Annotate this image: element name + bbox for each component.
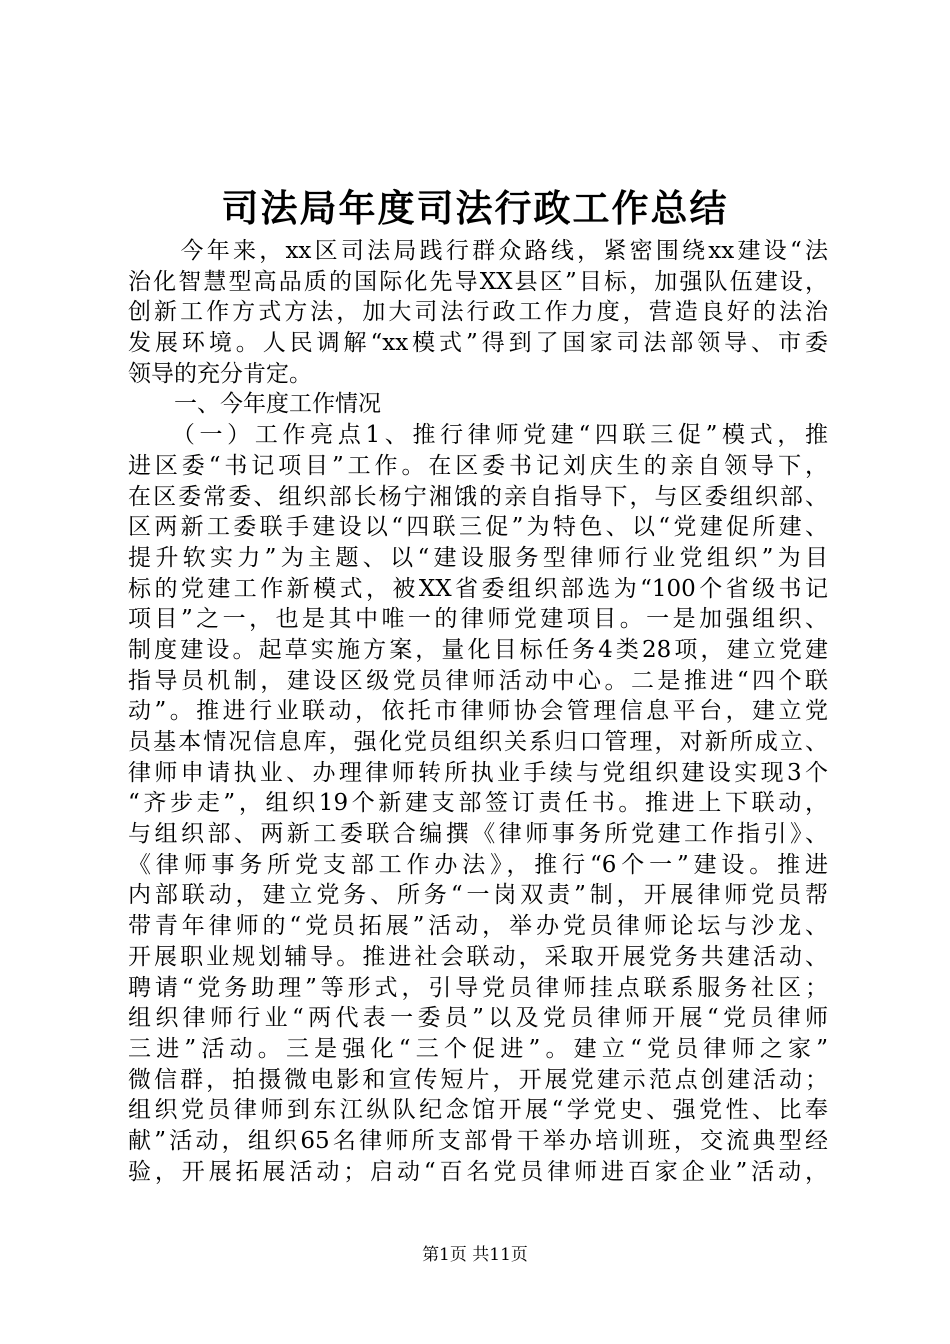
body-text-line: 标的党建工作新模式，被XX省委组织部选为“100个省级书记: [128, 575, 828, 602]
body-text-line: 微信群，拍摄微电影和宣传短片，开展党建示范点创建活动；: [128, 1066, 828, 1093]
body-text-line: 组织律师行业“两代表一委员”以及党员律师开展“党员律师: [128, 1005, 828, 1032]
body-text-line: 指导员机制，建设区级党员律师活动中心。二是推进“四个联: [128, 667, 828, 694]
body-text-line: 内部联动，建立党务、所务“一岗双责”制，开展律师党员帮: [128, 882, 828, 909]
body-text-line: 区两新工委联手建设以“四联三促”为特色、以“党建促所建、: [128, 514, 828, 541]
body-text-line: 与组织部、两新工委联合编撰《律师事务所党建工作指引》、: [128, 821, 828, 848]
body-text-line: 一、今年度工作情况: [128, 391, 381, 418]
body-text-line: 动”。推进行业联动，依托市律师协会管理信息平台，建立党: [128, 698, 828, 725]
body-text-line: 聘请“党务助理”等形式，引导党员律师挂点联系服务社区；: [128, 974, 828, 1001]
body-text-line: 创新工作方式方法，加大司法行政工作力度，营造良好的法治: [128, 299, 828, 326]
body-text-line: “齐步走”，组织19个新建支部签订责任书。推进上下联动，: [128, 790, 828, 817]
document-body: [128, 236, 828, 1187]
body-text-line: 在区委常委、组织部长杨宁湘饿的亲自指导下，与区委组织部、: [128, 483, 828, 510]
body-text-line: 今年来，xx区司法局践行群众路线，紧密围绕xx建设“法: [128, 238, 828, 264]
body-text-line: 治化智慧型高品质的国际化先导XX县区”目标，加强队伍建设，: [128, 268, 828, 295]
body-text-line: 三进”活动。三是强化“三个促进”。建立“党员律师之家”: [128, 1035, 828, 1062]
body-text-line: 《律师事务所党支部工作办法》，推行“6个一”建设。推进: [128, 851, 828, 878]
document-title: 司法局年度司法行政工作总结: [221, 186, 729, 230]
body-text-line: 验，开展拓展活动；启动“百名党员律师进百家企业”活动，: [128, 1158, 828, 1185]
page-footer: 第1页 共11页: [422, 1245, 528, 1265]
body-text-line: 项目”之一，也是其中唯一的律师党建项目。一是加强组织、: [128, 606, 828, 633]
body-text-line: 带青年律师的“党员拓展”活动，举办党员律师论坛与沙龙、: [128, 913, 828, 940]
body-text-line: 提升软实力”为主题、以“建设服务型律师行业党组织”为目: [128, 544, 828, 571]
body-text-line: 律师申请执业、办理律师转所执业手续与党组织建设实现3个: [128, 759, 828, 786]
body-text-line: 领导的充分肯定。: [128, 360, 312, 387]
body-text-line: 组织党员律师到东江纵队纪念馆开展“学党史、强党性、比奉: [128, 1097, 828, 1124]
body-text-line: （一）工作亮点1、推行律师党建“四联三促”模式，推: [128, 422, 828, 449]
body-text-line: 献”活动，组织65名律师所支部骨干举办培训班，交流典型经: [128, 1127, 828, 1154]
body-text-line: 制度建设。起草实施方案，量化目标任务4类28项，建立党建: [128, 636, 828, 663]
body-text-line: 员基本情况信息库，强化党员组织关系归口管理，对新所成立、: [128, 729, 828, 755]
body-text-line: 进区委“书记项目”工作。在区委书记刘庆生的亲自领导下，: [128, 452, 828, 479]
body-text-line: 开展职业规划辅导。推进社会联动，采取开展党务共建活动、: [128, 943, 828, 970]
body-text-line: 发展环境。人民调解“xx模式”得到了国家司法部领导、市委: [128, 330, 828, 357]
